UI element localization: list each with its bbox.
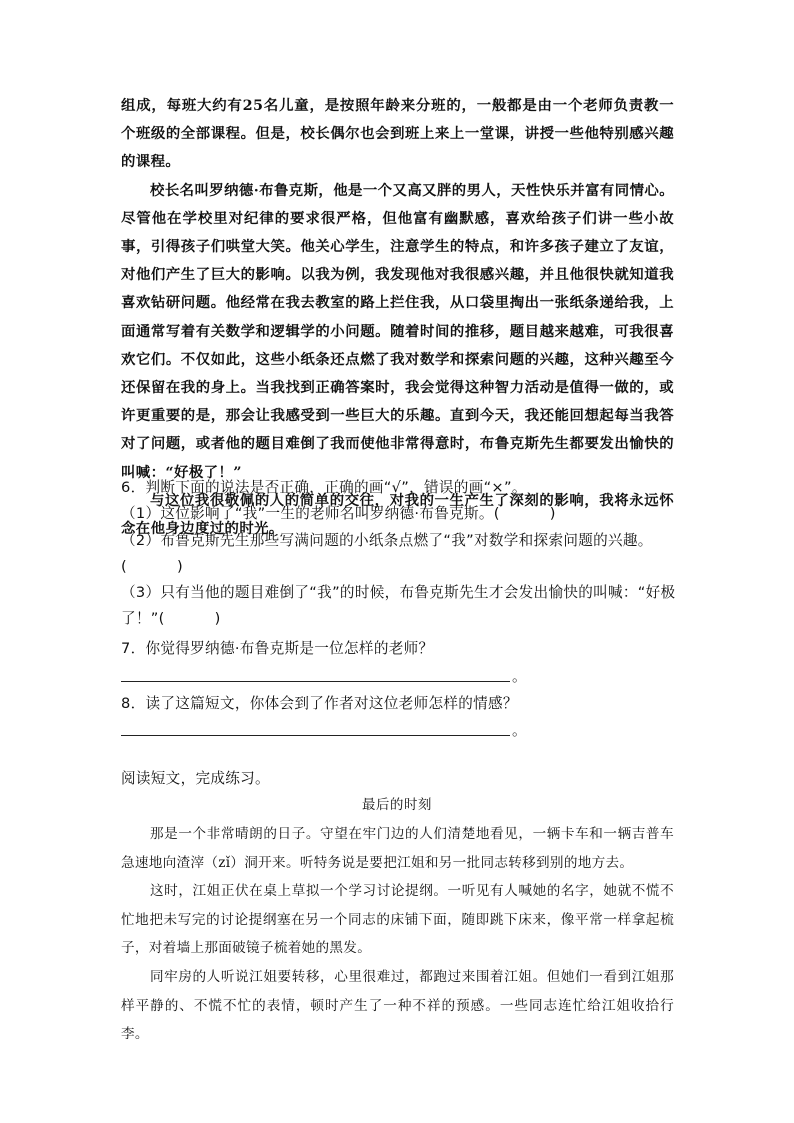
question-text: 了！”( [121,610,165,627]
line-end-mark: 。 [512,668,527,685]
reading-passage-1 [121,92,674,543]
section-instruction: 阅读短文，完成练习。 [121,770,270,787]
question-8: 8．读了这篇短文，你体会到了作者对这位老师怎样的情感？ [121,695,518,712]
question-6-item-2: （2）布鲁克斯先生那些写满问题的小纸条点燃了“我”对数学和探索问题的兴趣。 [121,532,653,549]
question-6-item-3: （3）只有当他的题目难倒了“我”的时候，布鲁克斯先生才会发出愉快的叫喊：“好极 [121,584,676,601]
passage-paragraph: 校长名叫罗纳德·布鲁克斯，他是一个又高又胖的男人，天性快乐并富有同情心。尽管他在学校里对纪律的要求很严格，但他富有幽默感，喜欢给孩子们讲一些小故事，引得孩子们哄堂大笑。他关心学生，注意学生的特点，和许多孩子建立了友谊，对他们产生了巨大的影响。以我为例，我发现他对我很感兴趣，并且他很快就知道我喜欢钻研问题。他经常在我去教室的路上拦住我，从口袋里掏出一张纸条递给我，上面通常写着有关数学和逻辑学的小问题。随着时间的推移，题目越来越难，可我很喜欢它们。不仅如此，这些小纸条还点燃了我对数学和探索问题的兴趣，这种兴趣至今还保留在我的身上。当我找到正确答案时，我会觉得这种智力活动是值得一做的，或许更重要的是，那会让我感受到一些巨大的乐趣。直到今天，我还能回想起每当我答对了问题，或者他的题目难倒了我而使他非常得意时，布鲁克斯先生都要发出愉快的叫喊：“好极了！” [121,181,674,481]
question-6-item-3-cont [121,609,221,629]
passage-paragraph: 组成，每班大约有25名儿童，是按照年龄来分班的，一般都是由一个老师负责教一个班级的全部课程。但是，校长偶尔也会到班上来上一堂课，讲授一些他特别感兴趣的课程。 [121,97,674,171]
question-6-item-2-answer [121,557,183,577]
passage-title: 最后的时刻 [362,798,432,813]
paren-close: ) [214,610,221,627]
answer-line-q8[interactable] [121,735,510,736]
passage-paragraph: 这时，江姐正伏在桌上草拟一个学习讨论提纲。一听见有人喊她的名字，她就不慌不忙地把未写完的讨论提纲塞在另一个同志的床铺下面，随即跳下床来，像平常一样拿起梳子，对着墙上那面破镜子梳着她的黑发。 [121,883,674,957]
reading-passage-2 [121,820,674,1049]
question-text: （1）这位影响了“我”一生的老师名叫罗纳德·布鲁克斯。( [121,505,500,522]
question-7: 7．你觉得罗纳德·布鲁克斯是一位怎样的老师？ [121,640,434,657]
answer-line-q7[interactable] [121,681,510,682]
line-end-mark: 。 [512,722,527,739]
question-6: 6．判断下面的说法是否正确，正确的画“√”，错误的画“×”。 [121,479,527,496]
question-6-item-1 [121,504,556,524]
paren-close: ) [177,558,183,575]
passage-paragraph: 那是一个非常晴朗的日子。守望在牢门边的人们清楚地看见，一辆卡车和一辆吉普车急速地向渣滓（zǐ）洞开来。听特务说是要把江姐和另一批同志转移到别的地方去。 [121,826,674,871]
passage-paragraph: 与这位我很敬佩的人的简单的交往，对我的一生产生了深刻的影响，我将永远怀念在他身边度过的时光。 [121,491,674,538]
paren-close: ) [549,505,556,522]
paren-open: ( [121,558,127,575]
passage-paragraph: 同牢房的人听说江姐要转移，心里很难过，都跑过来围着江姐。但她们一看到江姐那样平静的、不慌不忙的表情，顿时产生了一种不祥的预感。一些同志连忙给江姐收拾行李。 [121,968,674,1043]
